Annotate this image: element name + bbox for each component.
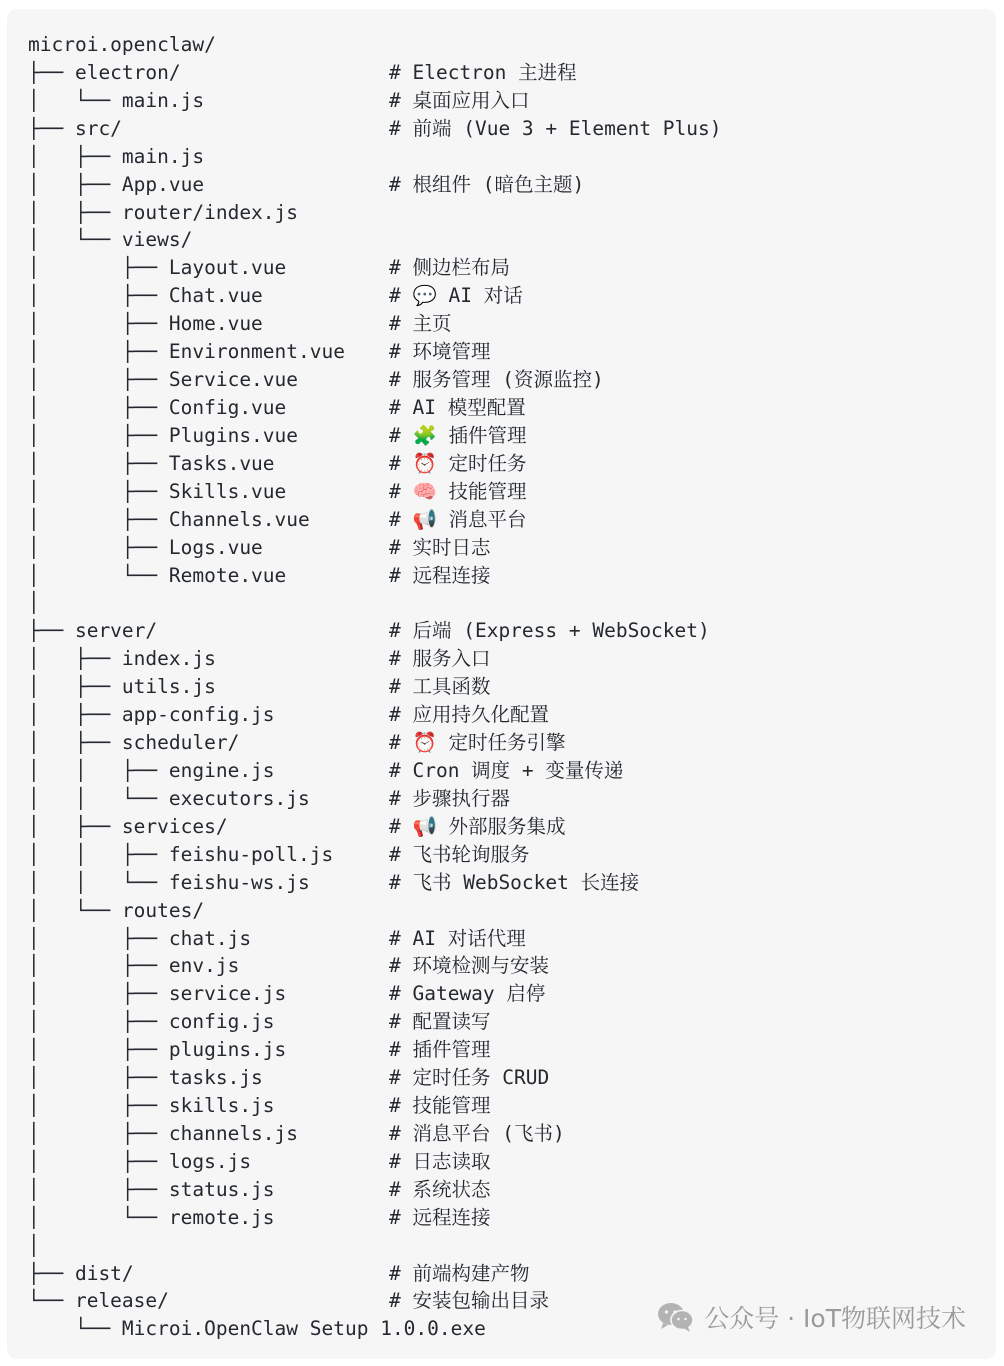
tree-path: └── release/ bbox=[28, 1289, 169, 1313]
tree-path: │ ├── Tasks.vue bbox=[28, 451, 275, 475]
tree-comment: # 消息平台 (飞书) bbox=[389, 1121, 565, 1145]
tree-comment: # 系统状态 bbox=[389, 1177, 491, 1201]
tree-comment: # ⏰ 定时任务引擎 bbox=[389, 731, 566, 755]
tree-path: │ ├── skills.js bbox=[28, 1094, 275, 1118]
tree-path: │ ├── env.js bbox=[28, 954, 240, 978]
code-block bbox=[7, 9, 996, 1359]
tree-comment: # 步骤执行器 bbox=[389, 786, 510, 810]
tree-path: │ ├── channels.js bbox=[28, 1121, 299, 1145]
tree-comment: # 💬 AI 对话 bbox=[389, 284, 523, 308]
tree-path: │ ├── router/index.js bbox=[28, 200, 299, 224]
tree-path: │ ├── status.js bbox=[28, 1177, 275, 1201]
tree-path: ├── src/ bbox=[28, 116, 122, 140]
tree-path: │ ├── Channels.vue bbox=[28, 507, 310, 531]
tree-path: │ ├── logs.js bbox=[28, 1149, 252, 1173]
tree-comment: # 日志读取 bbox=[389, 1149, 491, 1173]
tree-path: │ │ └── executors.js bbox=[28, 786, 310, 810]
tree-comment: # AI 对话代理 bbox=[389, 926, 526, 950]
watermark bbox=[656, 1299, 966, 1335]
tree-path: │ ├── scheduler/ bbox=[28, 731, 240, 755]
tree-path: │ │ ├── engine.js bbox=[28, 758, 275, 782]
tree-path: │ └── views/ bbox=[28, 228, 193, 252]
tree-comment: # 服务入口 bbox=[389, 647, 491, 671]
tree-comment: # 环境管理 bbox=[389, 340, 491, 364]
tree-path: │ ├── Service.vue bbox=[28, 368, 299, 392]
tree-path: │ ├── chat.js bbox=[28, 926, 252, 950]
tree-path: │ ├── Environment.vue bbox=[28, 340, 345, 364]
tree-path: │ ├── utils.js bbox=[28, 675, 216, 699]
tree-path: ├── server/ bbox=[28, 619, 158, 643]
tree-path: │ ├── service.js bbox=[28, 982, 287, 1006]
tree-comment: # 应用持久化配置 bbox=[389, 703, 549, 727]
tree-path: │ ├── index.js bbox=[28, 647, 216, 671]
tree-path: │ bbox=[28, 1233, 40, 1257]
tree-comment: # 安装包输出目录 bbox=[389, 1289, 549, 1313]
tree-comment: # 根组件 (暗色主题) bbox=[389, 172, 585, 196]
tree-path: │ ├── Skills.vue bbox=[28, 479, 287, 503]
tree-path: │ │ ├── feishu-poll.js bbox=[28, 842, 334, 866]
watermark-text: 公众号 · IoT物联网技术 bbox=[704, 1304, 966, 1333]
tree-comment: # 前端 (Vue 3 + Element Plus) bbox=[389, 116, 722, 140]
tree-path: │ └── routes/ bbox=[28, 898, 205, 922]
tree-comment: # 主页 bbox=[389, 312, 452, 336]
tree-comment: # 实时日志 bbox=[389, 535, 491, 559]
tree-path: │ ├── Layout.vue bbox=[28, 256, 287, 280]
tree-comment: # Gateway 启停 bbox=[389, 982, 546, 1006]
tree-comment: # 侧边栏布局 bbox=[389, 256, 510, 280]
tree-path: │ ├── main.js bbox=[28, 144, 205, 168]
tree-comment: # 定时任务 CRUD bbox=[389, 1066, 550, 1090]
tree-path: ├── dist/ bbox=[28, 1261, 134, 1285]
tree-path: └── Microi.OpenClaw Setup 1.0.0.exe bbox=[28, 1317, 486, 1341]
tree-comment: # 后端 (Express + WebSocket) bbox=[389, 619, 710, 643]
tree-comment: # 技能管理 bbox=[389, 1094, 491, 1118]
tree-path: │ ├── Config.vue bbox=[28, 395, 287, 419]
tree-path: │ ├── Home.vue bbox=[28, 312, 263, 336]
tree-path: │ ├── app-config.js bbox=[28, 703, 275, 727]
tree-comment: # 服务管理 (资源监控) bbox=[389, 368, 604, 392]
tree-path: │ ├── tasks.js bbox=[28, 1066, 263, 1090]
tree-path: │ ├── Plugins.vue bbox=[28, 423, 299, 447]
tree-comment: # Cron 调度 + 变量传递 bbox=[389, 758, 624, 782]
tree-comment: # 配置读写 bbox=[389, 1010, 491, 1034]
tree-path: │ └── Remote.vue bbox=[28, 563, 287, 587]
tree-path: │ │ └── feishu-ws.js bbox=[28, 870, 310, 894]
wechat-icon bbox=[656, 1301, 696, 1333]
tree-comment: # 远程连接 bbox=[389, 1205, 491, 1229]
tree-path: │ ├── Chat.vue bbox=[28, 284, 263, 308]
tree-comment: # Electron 主进程 bbox=[389, 60, 577, 84]
tree-path: │ ├── services/ bbox=[28, 814, 228, 838]
tree-comment: # 插件管理 bbox=[389, 1038, 491, 1062]
tree-comment: # 远程连接 bbox=[389, 563, 491, 587]
tree-path: ├── electron/ bbox=[28, 60, 181, 84]
tree-comment: # 🧠 技能管理 bbox=[389, 479, 527, 503]
tree-path: │ └── main.js bbox=[28, 88, 205, 112]
tree-comment: # 飞书轮询服务 bbox=[389, 842, 530, 866]
tree-comment: # ⏰ 定时任务 bbox=[389, 451, 527, 475]
tree-comment: # 环境检测与安装 bbox=[389, 954, 549, 978]
tree-comment: # 📢 外部服务集成 bbox=[389, 814, 566, 838]
tree-comment: # 🧩 插件管理 bbox=[389, 423, 527, 447]
tree-comment: # 📢 消息平台 bbox=[389, 507, 527, 531]
tree-path: │ ├── Logs.vue bbox=[28, 535, 263, 559]
tree-comment: # 前端构建产物 bbox=[389, 1261, 530, 1285]
tree-comment: # AI 模型配置 bbox=[389, 395, 526, 419]
tree-comment: # 飞书 WebSocket 长连接 bbox=[389, 870, 640, 894]
tree-path: │ ├── App.vue bbox=[28, 172, 205, 196]
tree-comment: # 桌面应用入口 bbox=[389, 88, 530, 112]
tree-comment: # 工具函数 bbox=[389, 675, 491, 699]
tree-path: │ ├── plugins.js bbox=[28, 1038, 287, 1062]
tree-path: microi.openclaw/ bbox=[28, 33, 216, 56]
tree-path: │ ├── config.js bbox=[28, 1010, 275, 1034]
tree-path: │ bbox=[28, 591, 40, 615]
tree-path: │ └── remote.js bbox=[28, 1205, 275, 1229]
